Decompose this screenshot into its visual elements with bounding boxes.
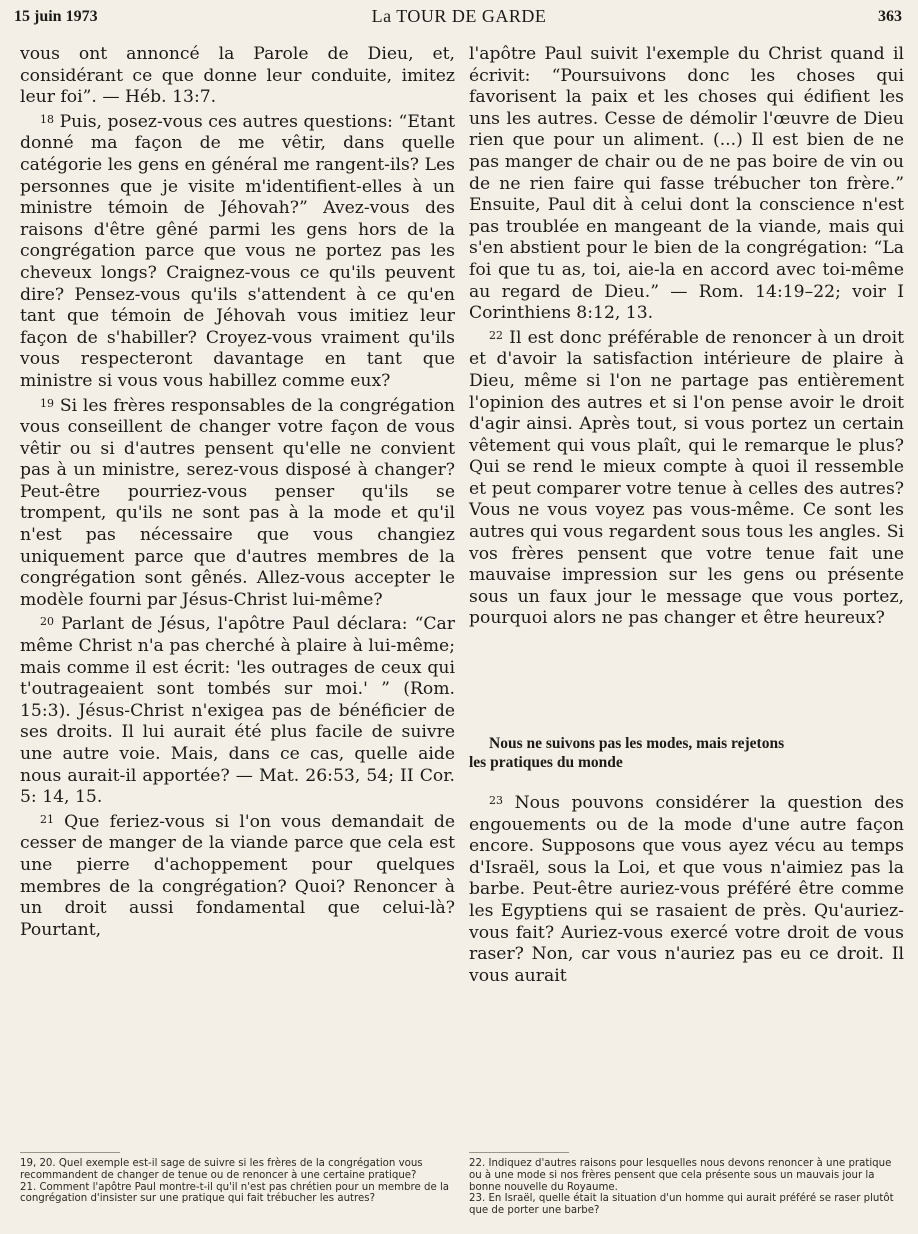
paragraph-23 — [469, 790, 904, 987]
paragraph-number: 23 — [489, 794, 503, 808]
page-header — [0, 0, 918, 40]
right-column — [469, 44, 904, 987]
left-column — [20, 44, 455, 941]
paragraph-21 — [20, 809, 455, 942]
paragraph-18 — [20, 109, 455, 393]
paragraph-text: Puis, posez-vous ces autres questions: “Etant donné ma façon de me vêtir, dans quelle catégorie les gens en général me rangent-ils? Les personnes que je visite m'identifient-elles à un ministre témoin de Jéhovah?” Avez-vous des raisons d'être gêné parmi les gens hors de la congrégation parce que vous ne portez pas les cheveux longs? Craignez-vous ce qu'ils peuvent dire? Pensez-vous qu'ils s'attendent à ce qu'en tant que témoin de Jéhovah vous imitiez leur façon de s'habiller? Croyez-vous vraiment qu'ils vous respecteront davantage en tant que ministre si vous vous habillez comme eux? — [20, 111, 455, 391]
paragraph-19 — [20, 393, 455, 612]
section-subheading — [469, 734, 904, 772]
paragraph-22 — [469, 325, 904, 630]
paragraph-number: 18 — [40, 112, 54, 126]
paragraph-number: 19 — [40, 396, 54, 410]
paragraph-continued: l'apôtre Paul suivit l'exemple du Christ quand il écrivit: “Poursuivons donc les choses qui favorisent la paix et les choses qui édifient les uns les autres. Cesse de démolir l'œuvre de Dieu rien que pour un aliment. (...) Il est bien de ne pas manger de chair ou de ne pas boire de vin ou de ne rien faire qui fasse trébucher ton frère.” Ensuite, Paul dit à celui dont la conscience n'est pas troublée en mangeant de la viande, mais qui s'en abstient pour le bien de la congrégation: “La foi que tu as, toi, aie-la en accord avec toi-même au regard de Dieu.” — Rom. 14:19–22; voir I Corinthiens 8:12, 13. — [469, 44, 904, 324]
paragraph-text: Parlant de Jésus, l'apôtre Paul déclara: “Car même Christ n'a pas cherché à plaire à lui-même; mais comme il est écrit: 'les outrages de ceux qui t'outrageaient sont tombés sur moi.' ” (Rom. 15:3). Jésus-Christ n'exigea pas de bénéficier de ses droits. Il lui aurait été plus facile de suivre une autre voie. Mais, dans ce cas, quelle aide nous aurait-il apportée? — Mat. 26:53, 54; II Cor. 5: 14, 15. — [20, 614, 455, 808]
paragraph-text: Si les frères responsables de la congrégation vous conseillent de changer votre façon de vous vêtir ou si d'autres pensent qu'elle ne convient pas à un ministre, serez-vous disposé à changer? Peut-être pourriez-vous penser qu'ils se trompent, qu'ils ne sont pas à la mode et qu'il n'est pas nécessaire que vous changiez uniquement parce que d'autres membres de la congrégation sont gênés. Allez-vous accepter le modèle fourni par Jésus-Christ lui-même? — [20, 395, 455, 610]
subheading-line-1: Nous ne suivons pas les modes, mais rejetons — [489, 735, 785, 753]
paragraph-number: 20 — [40, 615, 54, 629]
paragraph-number: 21 — [40, 812, 54, 826]
paragraph-text: Que feriez-vous si l'on vous demandait de cesser de manger de la viande parce que cela est une pierre d'achoppement pour quelques membres de la congrégation? Quoi? Renoncer à un droit aussi fondamental que celui-là? Pourtant, — [20, 811, 456, 940]
footnote-divider — [20, 1152, 120, 1153]
page-number: 363 — [878, 8, 902, 25]
subheading-gap — [469, 772, 904, 790]
issue-date: 15 juin 1973 — [14, 8, 98, 25]
footnotes-left — [20, 1158, 455, 1205]
footnotes-right — [469, 1158, 904, 1217]
section-gap — [469, 630, 904, 734]
paragraph-20 — [20, 611, 455, 808]
paragraph-number: 22 — [489, 328, 503, 342]
paragraph-text: Nous pouvons considérer la question des engouements ou de la mode d'une autre façon encore. Supposons que vous ayez vécu au temps d'Israël, sous la Loi, et que vous n'aimiez pas la barbe. Peut-être auriez-vous préféré être comme les Egyptiens qui se rasaient de près. Qu'auriez-vous fait? Auriez-vous exercé votre droit de vous raser? Non, car vous n'auriez pas eu ce droit. Il vous aurait — [469, 793, 904, 986]
publication-title: La TOUR DE GARDE — [371, 6, 547, 26]
footnote-divider — [469, 1152, 569, 1153]
study-question: 22. Indiquez d'autres raisons pour lesquelles nous devons renoncer à une pratique ou à une mode si nos frères pensent que cela présente sous un mauvais jour la bonne nouvelle du Royaume. — [469, 1158, 892, 1193]
study-question: 21. Comment l'apôtre Paul montre-t-il qu'il n'est pas chrétien pour un membre de la congrégation d'insister sur une pratique qui fait trébucher les autres? — [20, 1181, 450, 1205]
paragraph-text: Il est donc préférable de renoncer à un droit et d'avoir la satisfaction intérieure de plaire à Dieu, même si l'on ne partage pas entièrement l'opinion des autres et si l'on pense avoir le droit d'agir ainsi. Après tout, si vous portez un certain vêtement qui vous plaît, qui le remarque le plus? Qui se rend le mieux compte à quoi il ressemble et peut comparer votre tenue à celles des autres? Vous ne vous voyez pas vous-même. Ce sont les autres qui vous regardent sous tous les angles. Si vos frères pensent que votre tenue fait une mauvaise impression sur les gens ou présente sous un faux jour le message que vous portez, pourquoi alors ne pas changer et être heureux? — [469, 327, 904, 629]
subheading-line-2: les pratiques du monde — [469, 754, 623, 772]
study-question: 19, 20. Quel exemple est-il sage de suivre si les frères de la congrégation vous recommandent de changer de tenue ou de renoncer à une certaine pratique? — [20, 1158, 423, 1181]
paragraph-continued: vous ont annoncé la Parole de Dieu, et, considérant ce que donne leur conduite, imitez leur foi”. — Héb. 13:7. — [20, 44, 455, 108]
study-question: 23. En Israël, quelle était la situation d'un homme qui aurait préféré se raser plutôt que de porter une barbe? — [469, 1193, 894, 1217]
